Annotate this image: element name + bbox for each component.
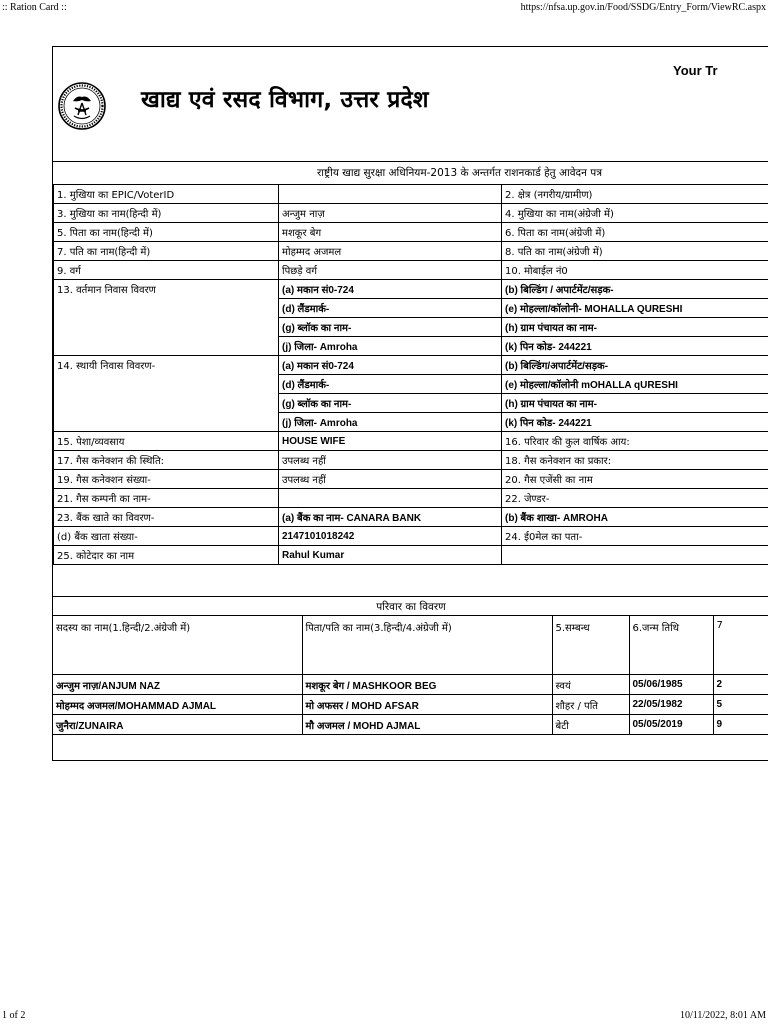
address-field: (b) बिल्डिंग/अपार्टमेंट/सड़क- <box>502 356 768 375</box>
field-label: 10. मोबाईल नं0 <box>502 261 768 280</box>
family-member-cell: जुनैरा/ZUNAIRA <box>53 715 302 735</box>
address-field: (h) ग्राम पंचायत का नाम- <box>502 394 768 413</box>
family-column-header: पिता/पति का नाम(3.हिन्दी/4.अंग्रेजी में) <box>302 616 552 675</box>
family-member-cell: 5 <box>713 695 768 715</box>
field-label: 16. परिवार की कुल वार्षिक आय: <box>502 432 768 451</box>
page-url[interactable]: https://nfsa.up.gov.in/Food/SSDG/Entry_Form/ViewRC.aspx <box>520 2 766 13</box>
up-govt-emblem-icon <box>57 81 107 131</box>
print-datetime: 10/11/2022, 8:01 AM <box>679 1010 766 1021</box>
field-label: 5. पिता का नाम(हिन्दी में) <box>54 223 279 242</box>
field-value: पिछड़े वर्ग <box>279 261 502 280</box>
field-label: 9. वर्ग <box>54 261 279 280</box>
info-row <box>54 223 768 242</box>
ration-card-form <box>52 46 768 761</box>
current-address-row <box>54 280 768 299</box>
field-label <box>502 546 768 565</box>
info-row <box>54 242 768 261</box>
info-row <box>54 470 768 489</box>
field-value: Rahul Kumar <box>279 546 502 565</box>
address-field: (d) लैंडमार्क- <box>279 299 502 318</box>
field-value: मशकूर बेग <box>279 223 502 242</box>
field-label: 24. ई0मेल का पता- <box>502 527 768 546</box>
address-field: (a) मकान सं0-724 <box>279 280 502 299</box>
info-row <box>54 261 768 280</box>
field-label: 17. गैस कनेक्शन की स्थिति: <box>54 451 279 470</box>
field-label: 4. मुखिया का नाम(अंग्रेजी में) <box>502 204 768 223</box>
family-details-table <box>53 615 768 735</box>
address-field: (g) ब्लॉक का नाम- <box>279 318 502 337</box>
family-member-cell: 2 <box>713 675 768 695</box>
field-value: मोहम्मद अजमल <box>279 242 502 261</box>
address-field: (h) ग्राम पंचायत का नाम- <box>502 318 768 337</box>
family-member-cell: मोहम्मद अजमल/MOHAMMAD AJMAL <box>53 695 302 715</box>
family-member-cell: अन्जुम नाज़/ANJUM NAZ <box>53 675 302 695</box>
field-label: 22. जेण्डर- <box>502 489 768 508</box>
family-member-row <box>53 715 768 735</box>
field-label: 2. क्षेत्र (नगरीय/ग्रामीण) <box>502 185 768 204</box>
field-label: 15. पेशा/व्यवसाय <box>54 432 279 451</box>
address-field: (e) मोहल्ला/कॉलोनी- MOHALLA QURESHI <box>502 299 768 318</box>
address-label: 14. स्थायी निवास विवरण- <box>54 356 279 432</box>
field-label: 21. गैस कम्पनी का नाम- <box>54 489 279 508</box>
field-label: 20. गैस एजेंसी का नाम <box>502 470 768 489</box>
family-column-header: 5.सम्बन्ध <box>552 616 629 675</box>
info-row <box>54 185 768 204</box>
field-value <box>279 185 502 204</box>
address-field: (b) बिल्डिंग / अपार्टमेंट/सड़क- <box>502 280 768 299</box>
page-count: 1 of 2 <box>2 1010 26 1021</box>
family-member-cell: बेटी <box>552 715 629 735</box>
family-header-row <box>53 616 768 675</box>
print-footer <box>0 1008 768 1024</box>
field-label: 18. गैस कनेक्शन का प्रकार: <box>502 451 768 470</box>
family-member-row <box>53 695 768 715</box>
address-field: (k) पिन कोड- 244221 <box>502 337 768 356</box>
family-column-header: 7 <box>713 616 768 675</box>
family-member-cell: 22/05/1982 <box>629 695 713 715</box>
page-title: :: Ration Card :: <box>2 2 67 13</box>
address-field: (e) मोहल्ला/कॉलोनी mOHALLA qURESHI <box>502 375 768 394</box>
family-column-header: सदस्य का नाम(1.हिन्दी/2.अंग्रेजी में) <box>53 616 302 675</box>
address-field: (k) पिन कोड- 244221 <box>502 413 768 432</box>
field-value: HOUSE WIFE <box>279 432 502 451</box>
field-label: 3. मुखिया का नाम(हिन्दी में) <box>54 204 279 223</box>
field-label: 7. पति का नाम(हिन्दी में) <box>54 242 279 261</box>
field-label: 19. गैस कनेक्शन संख्या- <box>54 470 279 489</box>
field-value: 2147101018242 <box>279 527 502 546</box>
permanent-address-row <box>54 356 768 375</box>
info-row <box>54 508 768 527</box>
address-label: 13. वर्तमान निवास विवरण <box>54 280 279 356</box>
field-value: (a) बैंक का नाम- CANARA BANK <box>279 508 502 527</box>
address-field: (j) जिला- Amroha <box>279 413 502 432</box>
field-value: उपलब्ध नहीं <box>279 470 502 489</box>
family-member-cell: 05/05/2019 <box>629 715 713 735</box>
family-member-cell: मो अफसर / MOHD AFSAR <box>302 695 552 715</box>
address-field: (d) लैंडमार्क- <box>279 375 502 394</box>
info-row <box>54 489 768 508</box>
track-link[interactable]: Your Tr <box>673 63 718 78</box>
field-label: (d) बैंक खाता संख्या- <box>54 527 279 546</box>
field-label: 6. पिता का नाम(अंग्रेजी में) <box>502 223 768 242</box>
family-member-row <box>53 675 768 695</box>
address-field: (g) ब्लॉक का नाम- <box>279 394 502 413</box>
field-label: 23. बैंक खाते का विवरण- <box>54 508 279 527</box>
field-label: 25. कोटेदार का नाम <box>54 546 279 565</box>
department-title: खाद्य एवं रसद विभाग, उत्तर प्रदेश <box>141 87 429 113</box>
field-label: (b) बैंक शाखा- AMROHA <box>502 508 768 527</box>
field-value <box>279 489 502 508</box>
info-row <box>54 546 768 565</box>
print-header <box>0 0 768 16</box>
field-value: अन्जुम नाज़ <box>279 204 502 223</box>
family-member-cell: मशकूर बेग / MASHKOOR BEG <box>302 675 552 695</box>
family-column-header: 6.जन्म तिथि <box>629 616 713 675</box>
family-member-cell: मौ अजमल / MOHD AJMAL <box>302 715 552 735</box>
address-field: (j) जिला- Amroha <box>279 337 502 356</box>
info-row <box>54 527 768 546</box>
info-row <box>54 204 768 223</box>
field-label: 8. पति का नाम(अंग्रेजी में) <box>502 242 768 261</box>
applicant-info-table <box>53 184 768 565</box>
field-label: 1. मुखिया का EPIC/VoterID <box>54 185 279 204</box>
address-field: (a) मकान सं0-724 <box>279 356 502 375</box>
family-member-cell: 05/06/1985 <box>629 675 713 695</box>
form-caption: राष्ट्रीय खाद्य सुरक्षा अधिनियम-2013 के अन्तर्गत राशनकार्ड हेतु आवेदन पत्र <box>317 167 603 179</box>
field-value: उपलब्ध नहीं <box>279 451 502 470</box>
family-member-cell: स्वयं <box>552 675 629 695</box>
info-row <box>54 451 768 470</box>
family-details-caption: परिवार का विवरण <box>53 596 768 617</box>
family-member-cell: 9 <box>713 715 768 735</box>
title-divider <box>53 161 768 162</box>
family-member-cell: शौहर / पति <box>552 695 629 715</box>
info-row <box>54 432 768 451</box>
